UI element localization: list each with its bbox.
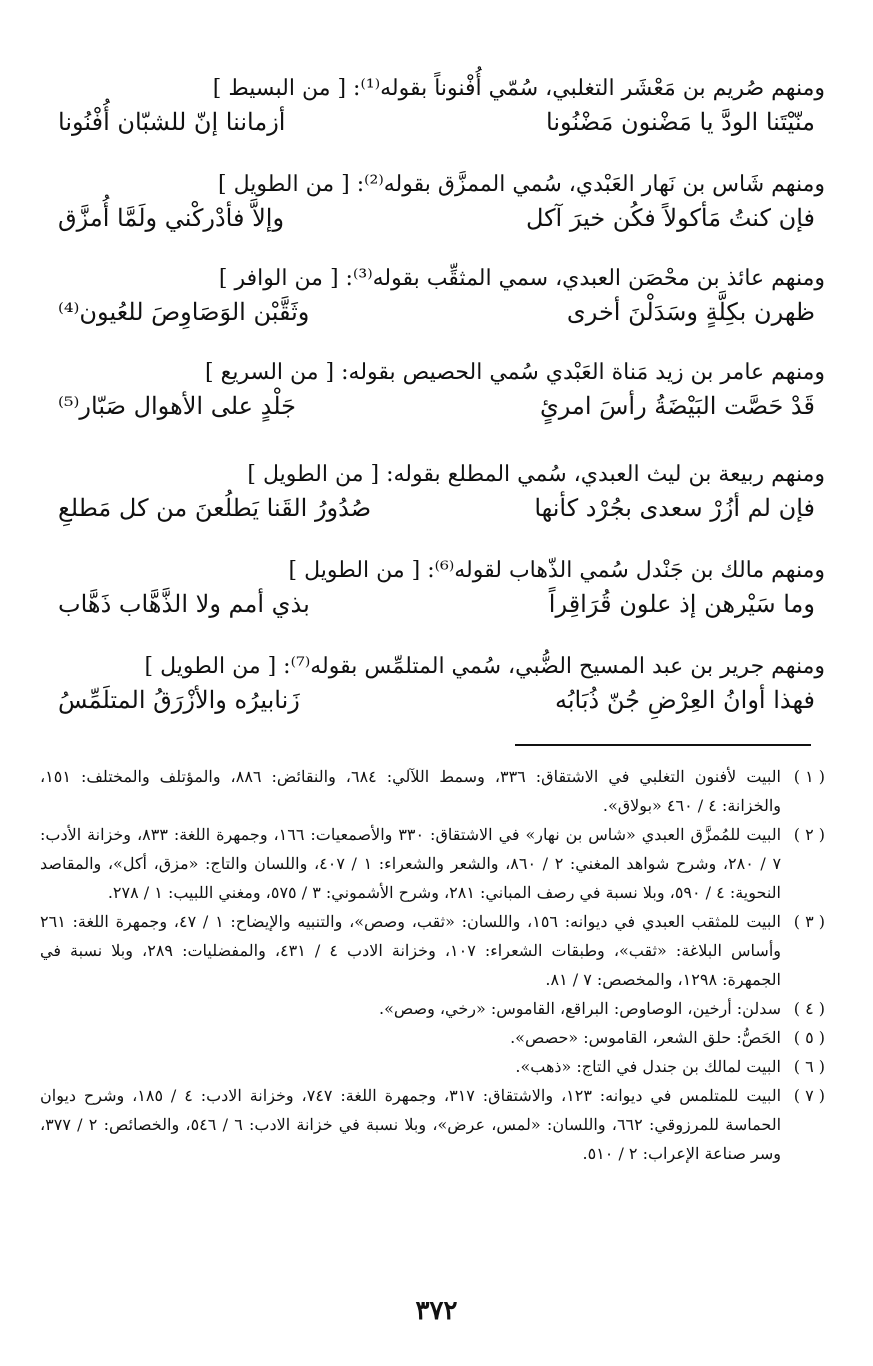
poet-entry [48,652,825,726]
verse-second-hemistich: جَلْدٍ على الأهوال صَبّار⁽⁵⁾ [58,392,296,420]
footnote-number: ( ٢ ) [793,825,825,844]
verse-line [48,682,825,726]
entry-intro: ومنهم ربيعة بن ليث العبدي، سُمي المطلع بقوله: [ من الطويل ] [247,462,825,487]
entry-intro: ومنهم عامر بن زيد مَناة العَبْدي سُمي الحصيص بقوله: [ من السريع ] [205,360,825,385]
poet-entry [48,74,825,148]
poet-entry [48,556,825,630]
verse-second-hemistich: بذي أمم ولا الذَّهَّاب ذَهَّاب [58,590,310,618]
poet-entry [48,358,825,432]
verse-second-hemistich: وثَقَّبْن الوَصَاوِصَ للعُيون⁽⁴⁾ [58,298,310,326]
verse-line [48,294,825,338]
entry-intro: ومنهم عائذ بن محْصَن العبدي، سمي المثقِّب بقوله⁽³⁾: [ من الوافر ] [218,266,825,291]
verse-line [48,104,825,148]
footnote [40,1052,825,1081]
footnote-text: البيت للمُمزَّق العبدي «شاس بن نهار» في الاشتقاق: ٣٣٠ والأصمعيات: ١٦٦، وجمهرة اللغة: ٨٣٣، وخزانة الأدب: ٧ / ٢٨٠، وشرح شواهد المغني: ٢ / ٨٦٠، والشعر والشعراء: ١ / ٤٠٧، واللسان والتاج: «مزق، أكل»، والمقاصد النحوية: ٤ / ٥٩٠، وبلا نسبة في رصف المباني: ٢٨١، وشرح الأشموني: ٣ / ٥٧٥، ومغني اللبيب: ١ / ٢٧٨. [40,825,782,902]
verse-first-hemistich: فإن لم أزُرْ سعدى بجُرْد كأنها [534,494,815,522]
footnote-text: الحَصُّ: حلق الشعر، القاموس: «حصص». [510,1028,781,1047]
verse-first-hemistich: ظهرن بكِلَّةٍ وسَدَلْنَ أخرى [566,298,815,326]
entry-intro: ومنهم مالك بن جَنْدل سُمي الذّهاب لقوله⁽⁶⁾: [ من الطويل ] [288,558,825,583]
footnote [40,907,825,994]
footnote [40,1081,825,1168]
footnote-text: البيت للمتلمس في ديوانه: ١٢٣، والاشتقاق: ٣١٧، وجمهرة اللغة: ٧٤٧، وخزانة الادب: ٤ / ١٨٥، وشرح ديوان الحماسة للمرزوقي: ٦٦٢، واللسان: «لمس، عرض»، وبلا نسبة في خزانة الادب: ٦ / ٥٤٦، والخصائص: ٢ / ٣٧٧، وسر صناعة الإعراب: ٢ / ٥١٠. [40,1086,782,1163]
footnote-number: ( ٦ ) [793,1057,825,1076]
footnote-number: ( ٤ ) [793,999,825,1018]
verse-first-hemistich: فإن كنتُ مَأكولاً فكُن خيرَ آكل [525,204,815,232]
verse-first-hemistich: فهذا أوانُ العِرْضِ جُنّ ذُبَابُه [554,686,815,714]
verse-line [48,200,825,244]
verse-first-hemistich: قَدْ حَصَّت البَيْضَةُ رأسَ امرئٍ [539,392,815,420]
footnote-divider [515,744,811,746]
verse-first-hemistich: وما سَيْرهن إذ علون قُرَاقِراً [548,590,815,618]
page-number: ٣٧٢ [415,1296,458,1326]
footnotes [40,762,825,1168]
footnote-number: ( ٧ ) [793,1086,825,1105]
footnote-text: البيت للمثقب العبدي في ديوانه: ١٥٦، واللسان: «ثقب، وصص»، والتنبيه والإيضاح: ١ / ٤٧، وجمهرة اللغة: ٢٦١ وأساس البلاغة: «ثقب»، وطبقات الشعراء: ١٠٧، وخزانة الادب ٤ / ٤٣١، والمفضليات: ٢٨٩، وبلا نسبة في الجمهرة: ١٢٩٨، والمخصص: ٧ / ٨١. [40,912,782,989]
entry-intro: ومنهم جرير بن عبد المسيح الضُّبي، سُمي المتلمِّس بقوله⁽⁷⁾: [ من الطويل ] [144,654,825,679]
footnote-text: سدلن: أرخين، الوصاوص: البراقع، القاموس: «رخي، وصص». [379,999,781,1018]
verse-first-hemistich: منّيْتَنا الودَّ يا مَضْنون مَضْنُونا [546,108,815,136]
footnote [40,820,825,907]
footnote-number: ( ٥ ) [793,1028,825,1047]
footnote-text: البيت لأفنون التغلبي في الاشتقاق: ٣٣٦، وسمط اللآلي: ٦٨٤، والنقائض: ٨٨٦، والمؤتلف والمختلف: ١٥١، والخزانة: ٤ / ٤٦٠ «بولاق». [40,767,781,815]
footnote-number: ( ١ ) [793,767,825,786]
verse-second-hemistich: أزماننا إنّ للشبّان أُفْنُونا [58,108,286,136]
verse-second-hemistich: صُدُورُ القَنا يَطلُعنَ من كل مَطلعِ [58,494,372,522]
verse-second-hemistich: زَنابيرُه والأزْرَقُ المتلَمِّسُ [58,686,300,714]
entry-intro: ومنهم صُريم بن مَعْشَر التغلبي، سُمّي أُفْنوناً بقوله⁽¹⁾: [ من البسيط ] [212,76,825,101]
verse-line [48,586,825,630]
poet-entry [48,170,825,244]
footnote [40,762,825,820]
poet-entry [48,460,825,534]
footnote [40,1023,825,1052]
footnote-text: البيت لمالك بن جندل في التاج: «ذهب». [515,1057,781,1076]
footnote-number: ( ٣ ) [793,912,825,931]
verse-line [48,490,825,534]
footnote [40,994,825,1023]
verse-second-hemistich: وإلاَّ فأدْركْني ولَمَّا أُمزَّق [58,204,285,232]
verse-line [48,388,825,432]
poet-entry [48,264,825,338]
entry-intro: ومنهم شَاس بن نَهار العَبْدي، سُمي الممزَّق بقوله⁽²⁾: [ من الطويل ] [218,172,825,197]
